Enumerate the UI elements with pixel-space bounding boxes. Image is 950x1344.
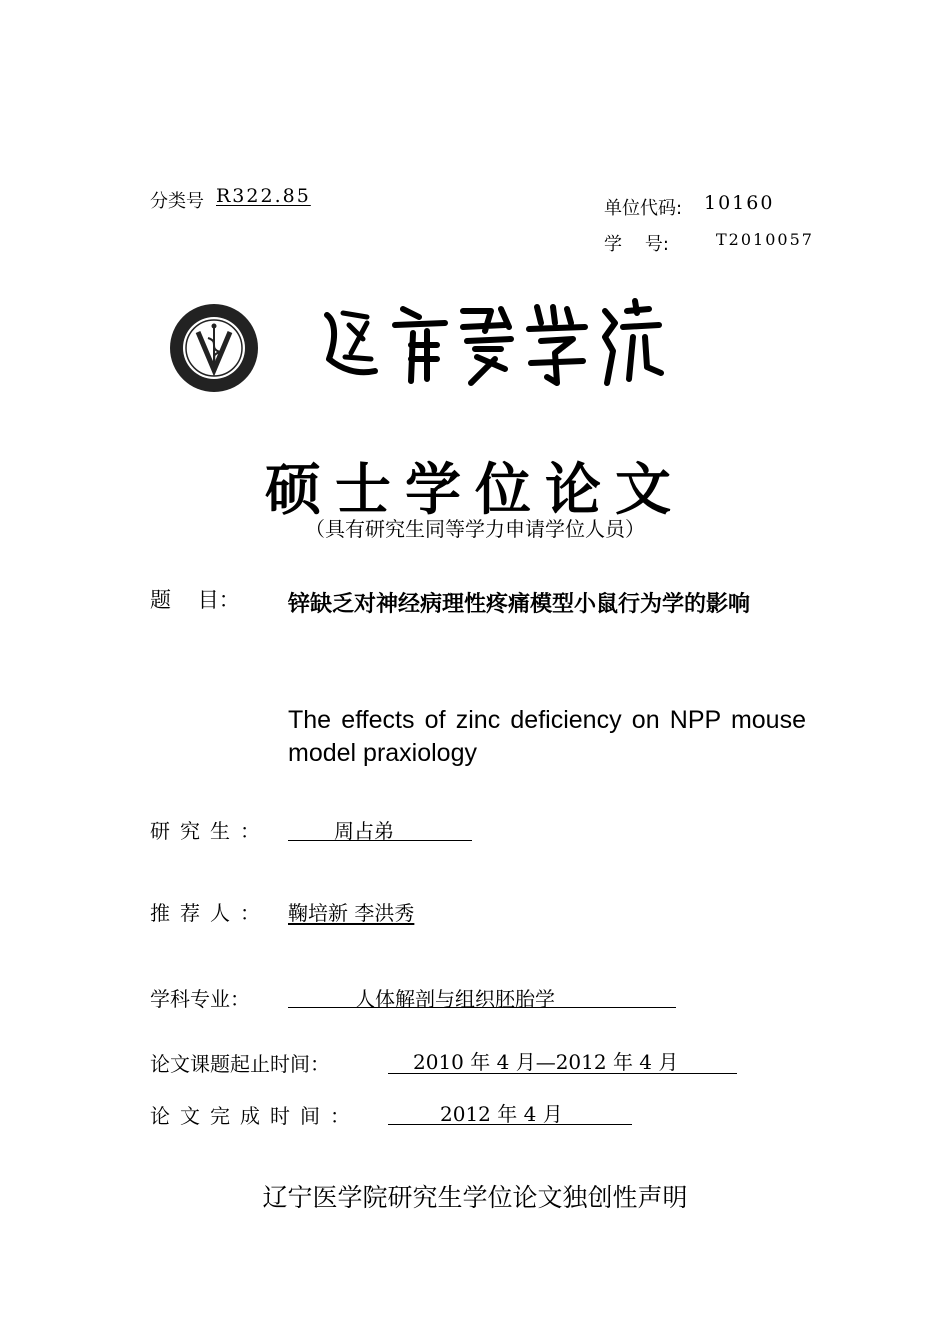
graduate-value: 周占弟: [334, 819, 394, 843]
university-name-calligraphy-icon: [315, 297, 665, 389]
completion-label: 论文完成时间：: [150, 1104, 360, 1128]
period-underline: [388, 1073, 737, 1074]
student-id-label: 学 号:: [604, 234, 669, 255]
graduate-label: 研究生：: [150, 819, 270, 843]
completion-value: 2012 年 4 月: [440, 1102, 563, 1126]
topic-english: The effects of zinc deficiency on NPP mouse model praxiology: [288, 706, 806, 767]
thesis-subtitle: （具有研究生同等学力申请学位人员）: [305, 517, 645, 541]
student-id-value: T2010057: [716, 230, 814, 249]
major-value: 人体解剖与组织胚胎学: [355, 987, 555, 1011]
unit-code-value: 10160: [704, 192, 775, 214]
major-underline: [288, 1007, 676, 1008]
graduate-underline: [288, 840, 472, 841]
major-label: 学科专业：: [150, 987, 250, 1011]
recommender-label: 推荐人：: [150, 901, 270, 925]
topic-chinese: 锌缺乏对神经病理性疼痛模型小鼠行为学的影响: [288, 592, 751, 617]
thesis-title: 硕士学位论文: [265, 457, 685, 523]
classification-label: 分类号: [150, 191, 204, 212]
period-label: 论文课题起止时间：: [150, 1052, 330, 1076]
declaration-heading: 辽宁医学院研究生学位论文独创性声明: [262, 1183, 688, 1212]
recommender-value: 鞠培新 李洪秀: [288, 901, 415, 925]
university-seal-icon: [168, 302, 260, 394]
unit-code-label: 单位代码:: [604, 198, 683, 219]
topic-label: 题 目：: [150, 588, 240, 612]
completion-underline: [388, 1124, 632, 1125]
period-value: 2010 年 4 月—2012 年 4 月: [413, 1050, 679, 1074]
classification-value: R322.85: [216, 185, 311, 207]
